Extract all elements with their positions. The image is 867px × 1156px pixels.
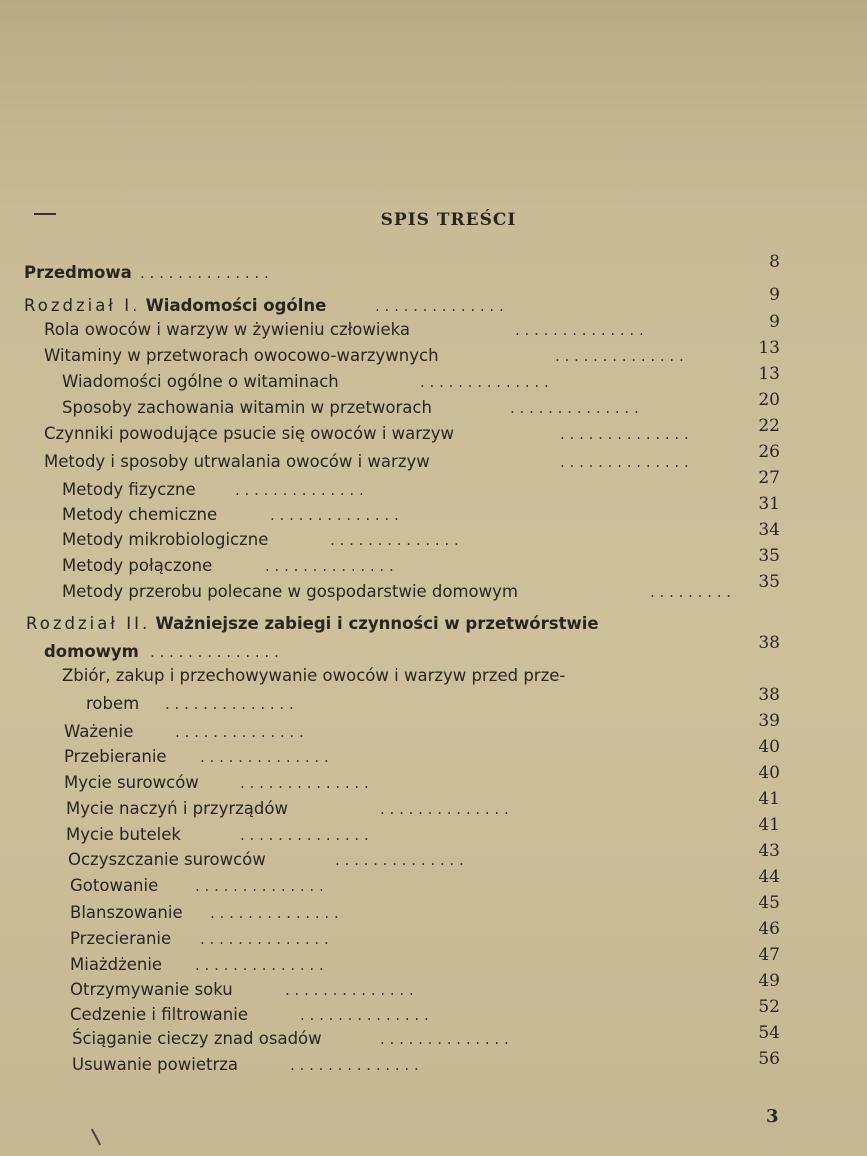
dot-leader: [510, 398, 730, 418]
entry-title: Mycie butelek: [66, 825, 181, 844]
page-title: SPIS TREŚCI: [380, 210, 517, 230]
toc-entry: [62, 666, 565, 686]
entry-title: Gotowanie: [70, 876, 159, 895]
dot-leader: [175, 722, 730, 742]
toc-entry: [70, 955, 162, 975]
page-number: 13: [758, 338, 780, 358]
dot-leader: [265, 556, 730, 576]
page-number: 54: [758, 1023, 780, 1043]
dot-leader: [290, 1055, 730, 1075]
pencil-mark: [91, 1129, 101, 1146]
toc-entry: [70, 980, 233, 1000]
dot-leader: [380, 799, 730, 819]
dot-leader: [235, 480, 730, 500]
toc-entry: [62, 530, 268, 550]
page-number: 9: [769, 285, 780, 305]
page-number: 22: [758, 416, 780, 436]
entry-title: Blanszowanie: [70, 903, 183, 922]
toc-entry: [70, 876, 158, 896]
chapter-prefix: Rozdział II.: [26, 614, 151, 633]
toc-entry: [68, 850, 266, 870]
entry-title: Ważenie: [64, 722, 134, 741]
page-number: 49: [758, 971, 780, 991]
entry-title: Przecieranie: [70, 929, 172, 948]
page-number: 26: [758, 442, 780, 462]
dot-leader: [240, 825, 730, 845]
page-number: 43: [758, 841, 780, 861]
entry-title: Metody połączone: [62, 556, 213, 575]
dot-leader: [200, 929, 730, 949]
dot-leader: [560, 424, 730, 444]
toc-entry: [64, 773, 199, 793]
dot-leader: [195, 955, 730, 975]
toc-entry-chapter-1: [24, 296, 326, 316]
entry-title: Miażdżenie: [70, 955, 163, 974]
page-number: 45: [758, 893, 780, 913]
page-number: 46: [758, 919, 780, 939]
toc-entry-chapter-2-cont: [44, 642, 139, 662]
page-number: 52: [758, 997, 780, 1017]
toc-entry: [44, 320, 410, 340]
toc-entry: [44, 346, 439, 366]
dot-leader: [380, 1029, 730, 1049]
page-number: 13: [758, 364, 780, 384]
toc-entry: [62, 505, 217, 525]
dot-leader: [650, 582, 730, 602]
page-number: 41: [758, 789, 780, 809]
dot-leader: [200, 747, 730, 767]
page-number: 35: [758, 572, 780, 592]
toc-entry: [66, 799, 288, 819]
dot-leader: [560, 452, 730, 472]
toc-entry-cont: [86, 694, 139, 714]
dot-leader: [150, 642, 730, 662]
toc-entry: [66, 825, 181, 845]
entry-title: Otrzymywanie soku: [70, 980, 233, 999]
toc-entry: [70, 929, 171, 949]
entry-title: Mycie naczyń i przyrządów: [66, 799, 288, 818]
entry-title: Cedzenie i filtrowanie: [70, 1005, 248, 1024]
toc-entry: [72, 1029, 322, 1049]
page-number: 40: [758, 763, 780, 783]
toc-entry: [70, 1005, 248, 1025]
toc-entry: [62, 372, 339, 392]
chapter-prefix: Rozdział I.: [24, 296, 141, 315]
entry-title-cont: domowym: [44, 642, 139, 661]
page-number: 9: [769, 312, 780, 332]
dot-leader: [420, 372, 730, 392]
dot-leader: [515, 320, 730, 340]
entry-title: Zbiór, zakup i przechowywanie owoców i warzyw przed prze-: [62, 666, 566, 685]
page-number: 39: [758, 711, 780, 731]
toc-entry: [64, 722, 133, 742]
entry-title: Ściąganie cieczy znad osadów: [72, 1029, 322, 1048]
entry-title: Wiadomości ogólne o witaminach: [62, 372, 339, 391]
page-number: 38: [758, 633, 780, 653]
dot-leader: [270, 505, 730, 525]
toc-entry-preface: [24, 263, 132, 283]
dot-leader: [300, 1005, 730, 1025]
dot-leader: [140, 263, 730, 283]
entry-title: Wiadomości ogólne: [145, 296, 327, 315]
entry-title: Mycie surowców: [64, 773, 199, 792]
entry-title: Przedmowa: [24, 263, 132, 282]
toc-entry: [44, 424, 454, 444]
entry-title: Usuwanie powietrza: [72, 1055, 238, 1074]
dot-leader: [285, 980, 730, 1000]
entry-title: Ważniejsze zabiegi i czynności w przetwórstwie: [155, 614, 599, 633]
page-number: 40: [758, 737, 780, 757]
entry-title: Przebieranie: [64, 747, 167, 766]
dot-leader: [210, 903, 730, 923]
entry-title: Metody przerobu polecane w gospodarstwie domowym: [62, 582, 518, 601]
dot-leader: [165, 694, 730, 714]
dot-leader: [330, 530, 730, 550]
page-number: 20: [758, 390, 780, 410]
page-folio: 3: [766, 1106, 779, 1127]
toc-entry: [72, 1055, 238, 1075]
page-number: 35: [758, 546, 780, 566]
toc-entry: [62, 480, 196, 500]
toc-entry: [44, 452, 430, 472]
entry-title: Metody mikrobiologiczne: [62, 530, 269, 549]
page-number: 31: [758, 494, 780, 514]
dot-leader: [555, 346, 730, 366]
entry-title: Metody chemiczne: [62, 505, 218, 524]
toc-entry: [70, 903, 183, 923]
page-number: 41: [758, 815, 780, 835]
entry-title: Metody fizyczne: [62, 480, 196, 499]
page-number: 56: [758, 1049, 780, 1069]
toc-entry: [62, 582, 518, 602]
entry-title: Oczyszczanie surowców: [68, 850, 266, 869]
toc-entry: [62, 398, 432, 418]
toc-entry-chapter-2: [26, 614, 599, 634]
entry-title: Sposoby zachowania witamin w przetworach: [62, 398, 432, 417]
entry-title: Metody i sposoby utrwalania owoców i warzyw: [44, 452, 430, 471]
entry-title-cont: robem: [86, 694, 140, 713]
page-number: 47: [758, 945, 780, 965]
entry-title: Witaminy w przetworach owocowo-warzywnych: [44, 346, 439, 365]
dot-leader: [375, 296, 730, 316]
page-number: 8: [769, 252, 780, 272]
entry-title: Rola owoców i warzyw w żywieniu człowieka: [44, 320, 410, 339]
dot-leader: [335, 850, 730, 870]
entry-title: Czynniki powodujące psucie się owoców i warzyw: [44, 424, 454, 443]
dot-leader: [240, 773, 730, 793]
page-number: 44: [758, 867, 780, 887]
page-number: 38: [758, 685, 780, 705]
dot-leader: [195, 876, 730, 896]
page-number: 34: [758, 520, 780, 540]
toc-entry: [64, 747, 167, 767]
toc-entry: [62, 556, 212, 576]
page-number: 27: [758, 468, 780, 488]
